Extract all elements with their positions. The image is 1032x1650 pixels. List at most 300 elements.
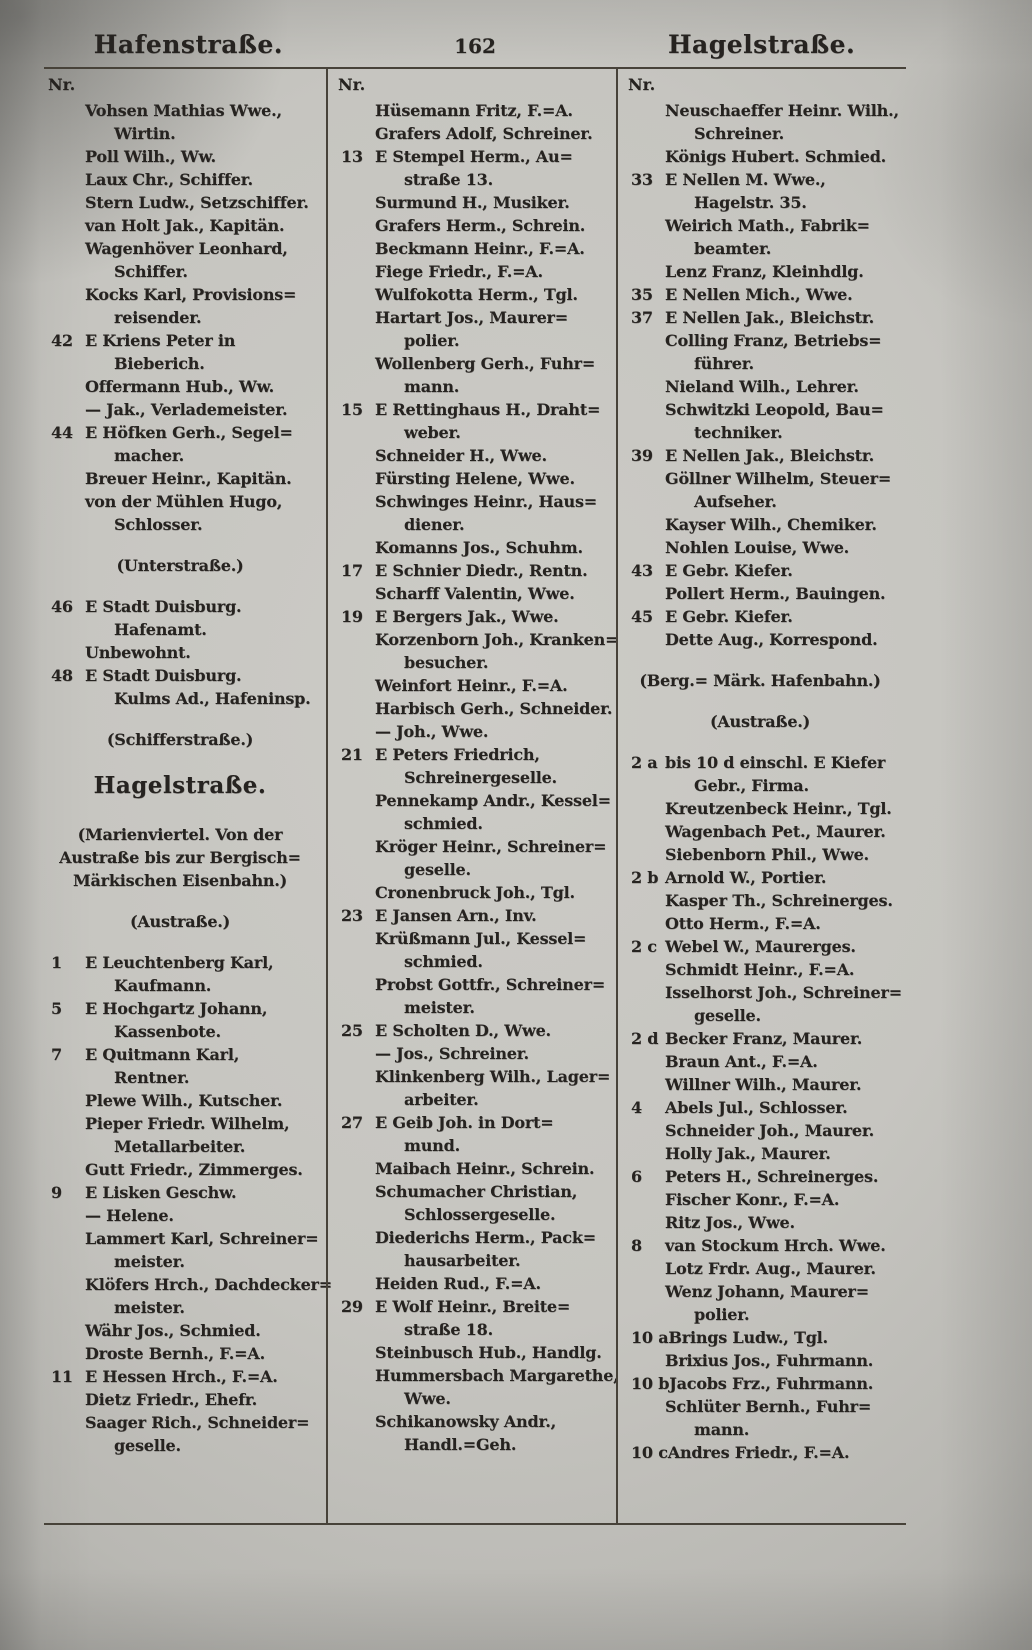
line-text: Steinbusch Hub., Handlg.: [375, 1343, 602, 1362]
line-text: Hagelstr. 35.: [694, 193, 807, 212]
line-text: Willner Wilh., Maurer.: [665, 1075, 862, 1094]
line-text: Lenz Franz, Kleinhdlg.: [665, 262, 864, 281]
line-text: Wulfokotta Herm., Tgl.: [375, 285, 578, 304]
line-text: beamter.: [694, 239, 772, 258]
continuation-line: [338, 1249, 614, 1272]
line-text: E Hessen Hrch., F.=A.: [85, 1367, 278, 1386]
line-text: geselle.: [404, 860, 471, 879]
line-text: Cronenbruck Joh., Tgl.: [375, 883, 575, 902]
line-text: mann.: [404, 377, 460, 396]
entry-line: [628, 283, 904, 306]
line-text: geselle.: [114, 1436, 181, 1455]
house-number: 1: [51, 953, 62, 972]
entry-line: [338, 559, 614, 582]
entry-line: [628, 605, 904, 628]
entry-line: [48, 1388, 324, 1411]
line-text: E Wolf Heinr., Breite=: [375, 1297, 571, 1316]
line-text: Aufseher.: [694, 492, 777, 511]
section-label: [48, 554, 324, 577]
entry-line: [628, 1372, 904, 1395]
line-text: Gebr., Firma.: [694, 776, 809, 795]
house-number: 9: [51, 1183, 62, 1202]
line-text: reisender.: [114, 308, 202, 327]
continuation-line: [48, 1296, 324, 1319]
house-number: 5: [51, 999, 62, 1018]
line-text: polier.: [404, 331, 460, 350]
house-number: 8: [631, 1236, 642, 1255]
page-header: [44, 30, 906, 67]
continuation-line: [628, 122, 904, 145]
continuation-line: [338, 651, 614, 674]
line-text: geselle.: [694, 1006, 761, 1025]
line-text: diener.: [404, 515, 465, 534]
line-text: meister.: [114, 1252, 185, 1271]
entry-line: [338, 99, 614, 122]
house-number: 23: [341, 906, 363, 925]
entry-line: [338, 697, 614, 720]
line-text: straße 18.: [404, 1320, 493, 1339]
entry-line: [338, 467, 614, 490]
entry-line: [338, 237, 614, 260]
entry-line: [48, 375, 324, 398]
entry-line: [628, 214, 904, 237]
line-text: Vohsen Mathias Wwe.,: [85, 101, 282, 120]
continuation-line: [48, 1434, 324, 1457]
entry-line: [338, 1226, 614, 1249]
continuation-line: [338, 168, 614, 191]
line-text: Klinkenberg Wilh., Lager=: [375, 1067, 611, 1086]
line-text: Wirtin.: [114, 124, 176, 143]
line-text: (Schifferstraße.): [106, 730, 254, 749]
house-number: 21: [341, 745, 363, 764]
entry-line: [628, 1280, 904, 1303]
line-text: Schreinergeselle.: [404, 768, 557, 787]
continuation-line: [338, 1088, 614, 1111]
line-text: E Lisken Geschw.: [85, 1183, 237, 1202]
line-text: — Jos., Schreiner.: [375, 1044, 529, 1063]
page-number: 162: [454, 34, 496, 58]
line-text: Kassenbote.: [114, 1022, 221, 1041]
line-text: Isselhorst Joh., Schreiner=: [665, 983, 902, 1002]
line-text: Weinfort Heinr., F.=A.: [375, 676, 568, 695]
spacer: [48, 577, 324, 595]
house-number: 6: [631, 1167, 642, 1186]
line-text: Pennekamp Andr., Kessel=: [375, 791, 611, 810]
line-text: Göllner Wilhelm, Steuer=: [665, 469, 892, 488]
line-text: Diederichs Herm., Pack=: [375, 1228, 596, 1247]
section-label: [48, 728, 324, 751]
columns: [44, 67, 906, 1525]
line-text: E Gebr. Kiefer.: [665, 561, 793, 580]
line-text: Plewe Wilh., Kutscher.: [85, 1091, 283, 1110]
entry-line: [338, 1180, 614, 1203]
line-text: Breuer Heinr., Kapitän.: [85, 469, 292, 488]
line-text: Jacobs Frz., Fuhrmann.: [669, 1374, 874, 1393]
line-text: E Stadt Duisburg.: [85, 597, 242, 616]
entry-line: [338, 1410, 614, 1433]
entry-line: [628, 260, 904, 283]
section-label: [628, 669, 904, 692]
entry-line: [48, 1273, 332, 1296]
line-text: Schneider H., Wwe.: [375, 446, 547, 465]
line-text: E Kriens Peter in: [85, 331, 236, 350]
nr-label: Nr.: [628, 75, 656, 94]
entry-line: [628, 981, 904, 1004]
line-text: (Austraße.): [129, 912, 231, 931]
entry-line: [48, 1204, 324, 1227]
continuation-line: [628, 1418, 904, 1441]
entry-line: [48, 99, 324, 122]
spacer: [48, 933, 324, 951]
continuation-line: [48, 122, 324, 145]
line-text: Wenz Johann, Maurer=: [665, 1282, 869, 1301]
line-text: Fürsting Helene, Wwe.: [375, 469, 575, 488]
house-number: 46: [51, 597, 73, 616]
line-text: Kreutzenbeck Heinr., Tgl.: [665, 799, 892, 818]
line-text: Kocks Karl, Provisions=: [85, 285, 297, 304]
line-text: E Nellen Jak., Bleichstr.: [665, 446, 875, 465]
line-text: Schlüter Bernh., Fuhr=: [665, 1397, 872, 1416]
entry-line: [628, 1027, 904, 1050]
line-text: Hafenamt.: [114, 620, 207, 639]
line-text: mund.: [404, 1136, 460, 1155]
entry-line: [338, 789, 614, 812]
continuation-line: [338, 513, 614, 536]
entry-line: [48, 145, 324, 168]
line-text: Scharff Valentin, Wwe.: [375, 584, 575, 603]
line-text: E Quitmann Karl,: [85, 1045, 240, 1064]
house-number: 43: [631, 561, 653, 580]
entry-line: [628, 912, 904, 935]
entry-line: [628, 820, 904, 843]
entry-line: [628, 1188, 904, 1211]
entry-line: [48, 951, 324, 974]
line-text: Maibach Heinr., Schrein.: [375, 1159, 595, 1178]
line-text: Gutt Friedr., Zimmerges.: [85, 1160, 303, 1179]
entry-line: [338, 122, 614, 145]
line-text: Bieberich.: [114, 354, 205, 373]
house-number: 17: [341, 561, 363, 580]
line-text: Kaufmann.: [114, 976, 212, 995]
entry-line: [338, 973, 614, 996]
entry-line: [628, 1096, 904, 1119]
line-text: von der Mühlen Hugo,: [85, 492, 283, 511]
line-text: E Scholten D., Wwe.: [375, 1021, 551, 1040]
line-text: E Jansen Arn., Inv.: [375, 906, 537, 925]
line-text: Probst Gottfr., Schreiner=: [375, 975, 606, 994]
entry-line: [48, 1319, 324, 1342]
directory-column: [326, 69, 619, 1523]
line-text: Schreiner.: [694, 124, 784, 143]
entry-line: [338, 881, 614, 904]
line-text: Wagenbach Pet., Maurer.: [665, 822, 886, 841]
line-text: Hüsemann Fritz, F.=A.: [375, 101, 573, 120]
line-text: Märkischen Eisenbahn.): [72, 871, 288, 890]
entry-line: [338, 720, 614, 743]
entry-line: [338, 352, 614, 375]
line-text: Kröger Heinr., Schreiner=: [375, 837, 607, 856]
line-text: Schumacher Christian,: [375, 1182, 578, 1201]
line-text: Hagelstraße.: [93, 772, 267, 799]
line-text: Wwe.: [404, 1389, 451, 1408]
line-text: Peters H., Schreinerges.: [665, 1167, 879, 1186]
entry-line: [48, 1043, 324, 1066]
entry-line: [48, 1089, 324, 1112]
house-number: 7: [51, 1045, 62, 1064]
entry-line: [48, 168, 324, 191]
entry-line: [628, 1257, 904, 1280]
entry-line: [48, 214, 324, 237]
house-number: 13: [341, 147, 363, 166]
house-number: 10 a: [631, 1328, 669, 1347]
line-text: E Geib Joh. in Dort=: [375, 1113, 554, 1132]
continuation-line: [48, 687, 324, 710]
line-text: E Höfken Gerh., Segel=: [85, 423, 293, 442]
line-text: Schwitzki Leopold, Bau=: [665, 400, 884, 419]
spacer: [48, 751, 324, 769]
entry-line: [48, 283, 324, 306]
line-text: Schlossergeselle.: [404, 1205, 556, 1224]
house-number: 35: [631, 285, 653, 304]
entry-line: [48, 997, 324, 1020]
entry-line: [628, 1326, 904, 1349]
entry-line: [48, 1342, 324, 1365]
entry-line: [338, 835, 614, 858]
continuation-line: [338, 1387, 614, 1410]
entry-line: [338, 283, 614, 306]
entry-line: [628, 1349, 904, 1372]
house-number: 11: [51, 1367, 73, 1386]
line-text: Abels Jul., Schlosser.: [665, 1098, 848, 1117]
line-text: Holly Jak., Maurer.: [665, 1144, 831, 1163]
entry-line: [628, 145, 904, 168]
entry-line: [338, 306, 614, 329]
header-street-left: Hafenstraße.: [93, 30, 284, 59]
line-text: E Stempel Herm., Au=: [375, 147, 573, 166]
line-text: macher.: [114, 446, 184, 465]
line-text: Pollert Herm., Bauingen.: [665, 584, 886, 603]
continuation-line: [48, 1020, 324, 1043]
line-text: Fischer Konr., F.=A.: [665, 1190, 840, 1209]
entry-line: [338, 145, 614, 168]
continuation-line: [628, 352, 904, 375]
entry-line: [48, 641, 324, 664]
continuation-line: [628, 490, 904, 513]
continuation-line: [48, 1135, 324, 1158]
entry-line: [628, 398, 904, 421]
line-text: E Peters Friedrich,: [375, 745, 540, 764]
line-text: straße 13.: [404, 170, 493, 189]
entry-line: [628, 843, 904, 866]
line-text: Komanns Jos., Schuhm.: [375, 538, 583, 557]
nr-label: Nr.: [338, 75, 366, 94]
line-text: besucher.: [404, 653, 489, 672]
continuation-line: [48, 618, 324, 641]
entry-line: [338, 536, 614, 559]
house-number: 33: [631, 170, 653, 189]
house-number: 2 d: [631, 1029, 659, 1048]
entry-line: [48, 191, 324, 214]
line-text: — Joh., Wwe.: [375, 722, 489, 741]
continuation-line: [628, 774, 904, 797]
entry-line: [338, 1157, 614, 1180]
continuation-line: [338, 812, 614, 835]
house-number: 27: [341, 1113, 363, 1132]
house-number: 2 b: [631, 868, 659, 887]
line-text: Grafers Adolf, Schreiner.: [375, 124, 593, 143]
entry-line: [628, 582, 904, 605]
spacer: [48, 536, 324, 554]
house-number: 10 b: [631, 1374, 670, 1393]
entry-line: [338, 1341, 614, 1364]
spacer: [628, 733, 904, 751]
spacer: [48, 892, 324, 910]
continuation-line: [338, 1203, 614, 1226]
house-number: 39: [631, 446, 653, 465]
line-text: Surmund H., Musiker.: [375, 193, 570, 212]
entry-line: [48, 398, 324, 421]
line-text: Grafers Herm., Schrein.: [375, 216, 586, 235]
line-text: Lammert Karl, Schreiner=: [85, 1229, 319, 1248]
entry-line: [338, 1065, 614, 1088]
entry-line: [48, 1158, 324, 1181]
house-number: 48: [51, 666, 73, 685]
line-text: Schmidt Heinr., F.=A.: [665, 960, 855, 979]
entry-line: [338, 582, 614, 605]
line-text: Wagenhöver Leonhard,: [85, 239, 288, 258]
continuation-line: [628, 1004, 904, 1027]
line-text: E Leuchtenberg Karl,: [85, 953, 274, 972]
line-text: mann.: [694, 1420, 750, 1439]
continuation-line: [48, 306, 324, 329]
entry-line: [338, 260, 614, 283]
line-text: Droste Bernh., F.=A.: [85, 1344, 265, 1363]
street-heading: [48, 769, 324, 805]
line-text: bis 10 d einschl. E Kiefer: [665, 753, 886, 772]
line-text: Stern Ludw., Setzschiffer.: [85, 193, 309, 212]
line-text: E Rettinghaus H., Draht=: [375, 400, 601, 419]
section-label: [48, 910, 324, 933]
line-text: Schikanowsky Andr.,: [375, 1412, 557, 1431]
line-text: weber.: [404, 423, 461, 442]
entry-line: [338, 1272, 614, 1295]
line-text: E Gebr. Kiefer.: [665, 607, 793, 626]
entry-line: [48, 237, 324, 260]
entry-line: [48, 595, 324, 618]
house-number: 2 c: [631, 937, 657, 956]
line-text: meister.: [114, 1298, 185, 1317]
line-text: (Unterstraße.): [116, 556, 244, 575]
spacer: [628, 692, 904, 710]
line-text: Schlosser.: [114, 515, 203, 534]
house-number: 25: [341, 1021, 363, 1040]
house-number: 2 a: [631, 753, 658, 772]
entry-line: [628, 1211, 904, 1234]
entry-line: [338, 927, 614, 950]
entry-line: [628, 751, 904, 774]
entry-line: [628, 628, 904, 651]
line-text: van Stockum Hrch. Wwe.: [665, 1236, 886, 1255]
line-text: — Jak., Verlademeister.: [85, 400, 288, 419]
line-text: Weirich Math., Fabrik=: [665, 216, 870, 235]
line-text: Lotz Frdr. Aug., Maurer.: [665, 1259, 876, 1278]
line-text: Brixius Jos., Fuhrmann.: [665, 1351, 874, 1370]
entry-line: [628, 375, 904, 398]
entry-line: [338, 743, 614, 766]
entry-line: [628, 958, 904, 981]
line-text: Kayser Wilh., Chemiker.: [665, 515, 877, 534]
house-number: 42: [51, 331, 73, 350]
continuation-line: [338, 375, 614, 398]
house-number: 44: [51, 423, 73, 442]
entry-line: [628, 1119, 904, 1142]
house-number: 19: [341, 607, 363, 626]
section-label: [48, 823, 324, 846]
entry-line: [628, 889, 904, 912]
header-street-right: Hagelstraße.: [667, 30, 856, 59]
line-text: (Marienviertel. Von der: [77, 825, 283, 844]
line-text: Schiffer.: [114, 262, 188, 281]
entry-line: [628, 1234, 904, 1257]
line-text: Krüßmann Jul., Kessel=: [375, 929, 587, 948]
continuation-line: [628, 237, 904, 260]
line-text: E Nellen Mich., Wwe.: [665, 285, 853, 304]
line-text: E Nellen Jak., Bleichstr.: [665, 308, 875, 327]
line-text: Kasper Th., Schreinerges.: [665, 891, 893, 910]
line-text: Fiege Friedr., F.=A.: [375, 262, 543, 281]
line-text: Unbewohnt.: [85, 643, 191, 662]
entry-line: [628, 168, 904, 191]
line-text: arbeiter.: [404, 1090, 479, 1109]
line-text: Hartart Jos., Maurer=: [375, 308, 568, 327]
line-text: techniker.: [694, 423, 783, 442]
line-text: Ritz Jos., Wwe.: [665, 1213, 795, 1232]
continuation-line: [338, 1433, 614, 1456]
entry-line: [338, 674, 614, 697]
spacer: [628, 651, 904, 669]
spacer: [48, 710, 324, 728]
line-text: hausarbeiter.: [404, 1251, 521, 1270]
entry-line: [628, 866, 904, 889]
entry-line: [48, 490, 324, 513]
directory-column: [616, 69, 906, 1523]
line-text: Brings Ludw., Tgl.: [668, 1328, 828, 1347]
section-label: [628, 710, 904, 733]
entry-line: [338, 1295, 614, 1318]
line-text: E Stadt Duisburg.: [85, 666, 242, 685]
line-text: Nieland Wilh., Lehrer.: [665, 377, 859, 396]
line-text: (Austraße.): [709, 712, 811, 731]
entry-line: [48, 664, 324, 687]
line-text: Andres Friedr., F.=A.: [667, 1443, 850, 1462]
entry-line: [628, 444, 904, 467]
line-text: Dietz Friedr., Ehefr.: [85, 1390, 258, 1409]
line-text: schmied.: [404, 814, 483, 833]
continuation-line: [48, 1066, 324, 1089]
line-text: Schneider Joh., Maurer.: [665, 1121, 875, 1140]
line-text: Kulms Ad., Hafeninsp.: [114, 689, 311, 708]
continuation-line: [338, 1134, 614, 1157]
line-text: Poll Wilh., Ww.: [85, 147, 216, 166]
line-text: Dette Aug., Korrespond.: [665, 630, 878, 649]
line-text: Königs Hubert. Schmied.: [665, 147, 887, 166]
entry-line: [48, 467, 324, 490]
line-text: Offermann Hub., Ww.: [85, 377, 274, 396]
line-text: Braun Ant., F.=A.: [665, 1052, 818, 1071]
entry-line: [48, 421, 324, 444]
directory-column: [44, 69, 332, 1523]
page-content: [44, 30, 906, 1525]
